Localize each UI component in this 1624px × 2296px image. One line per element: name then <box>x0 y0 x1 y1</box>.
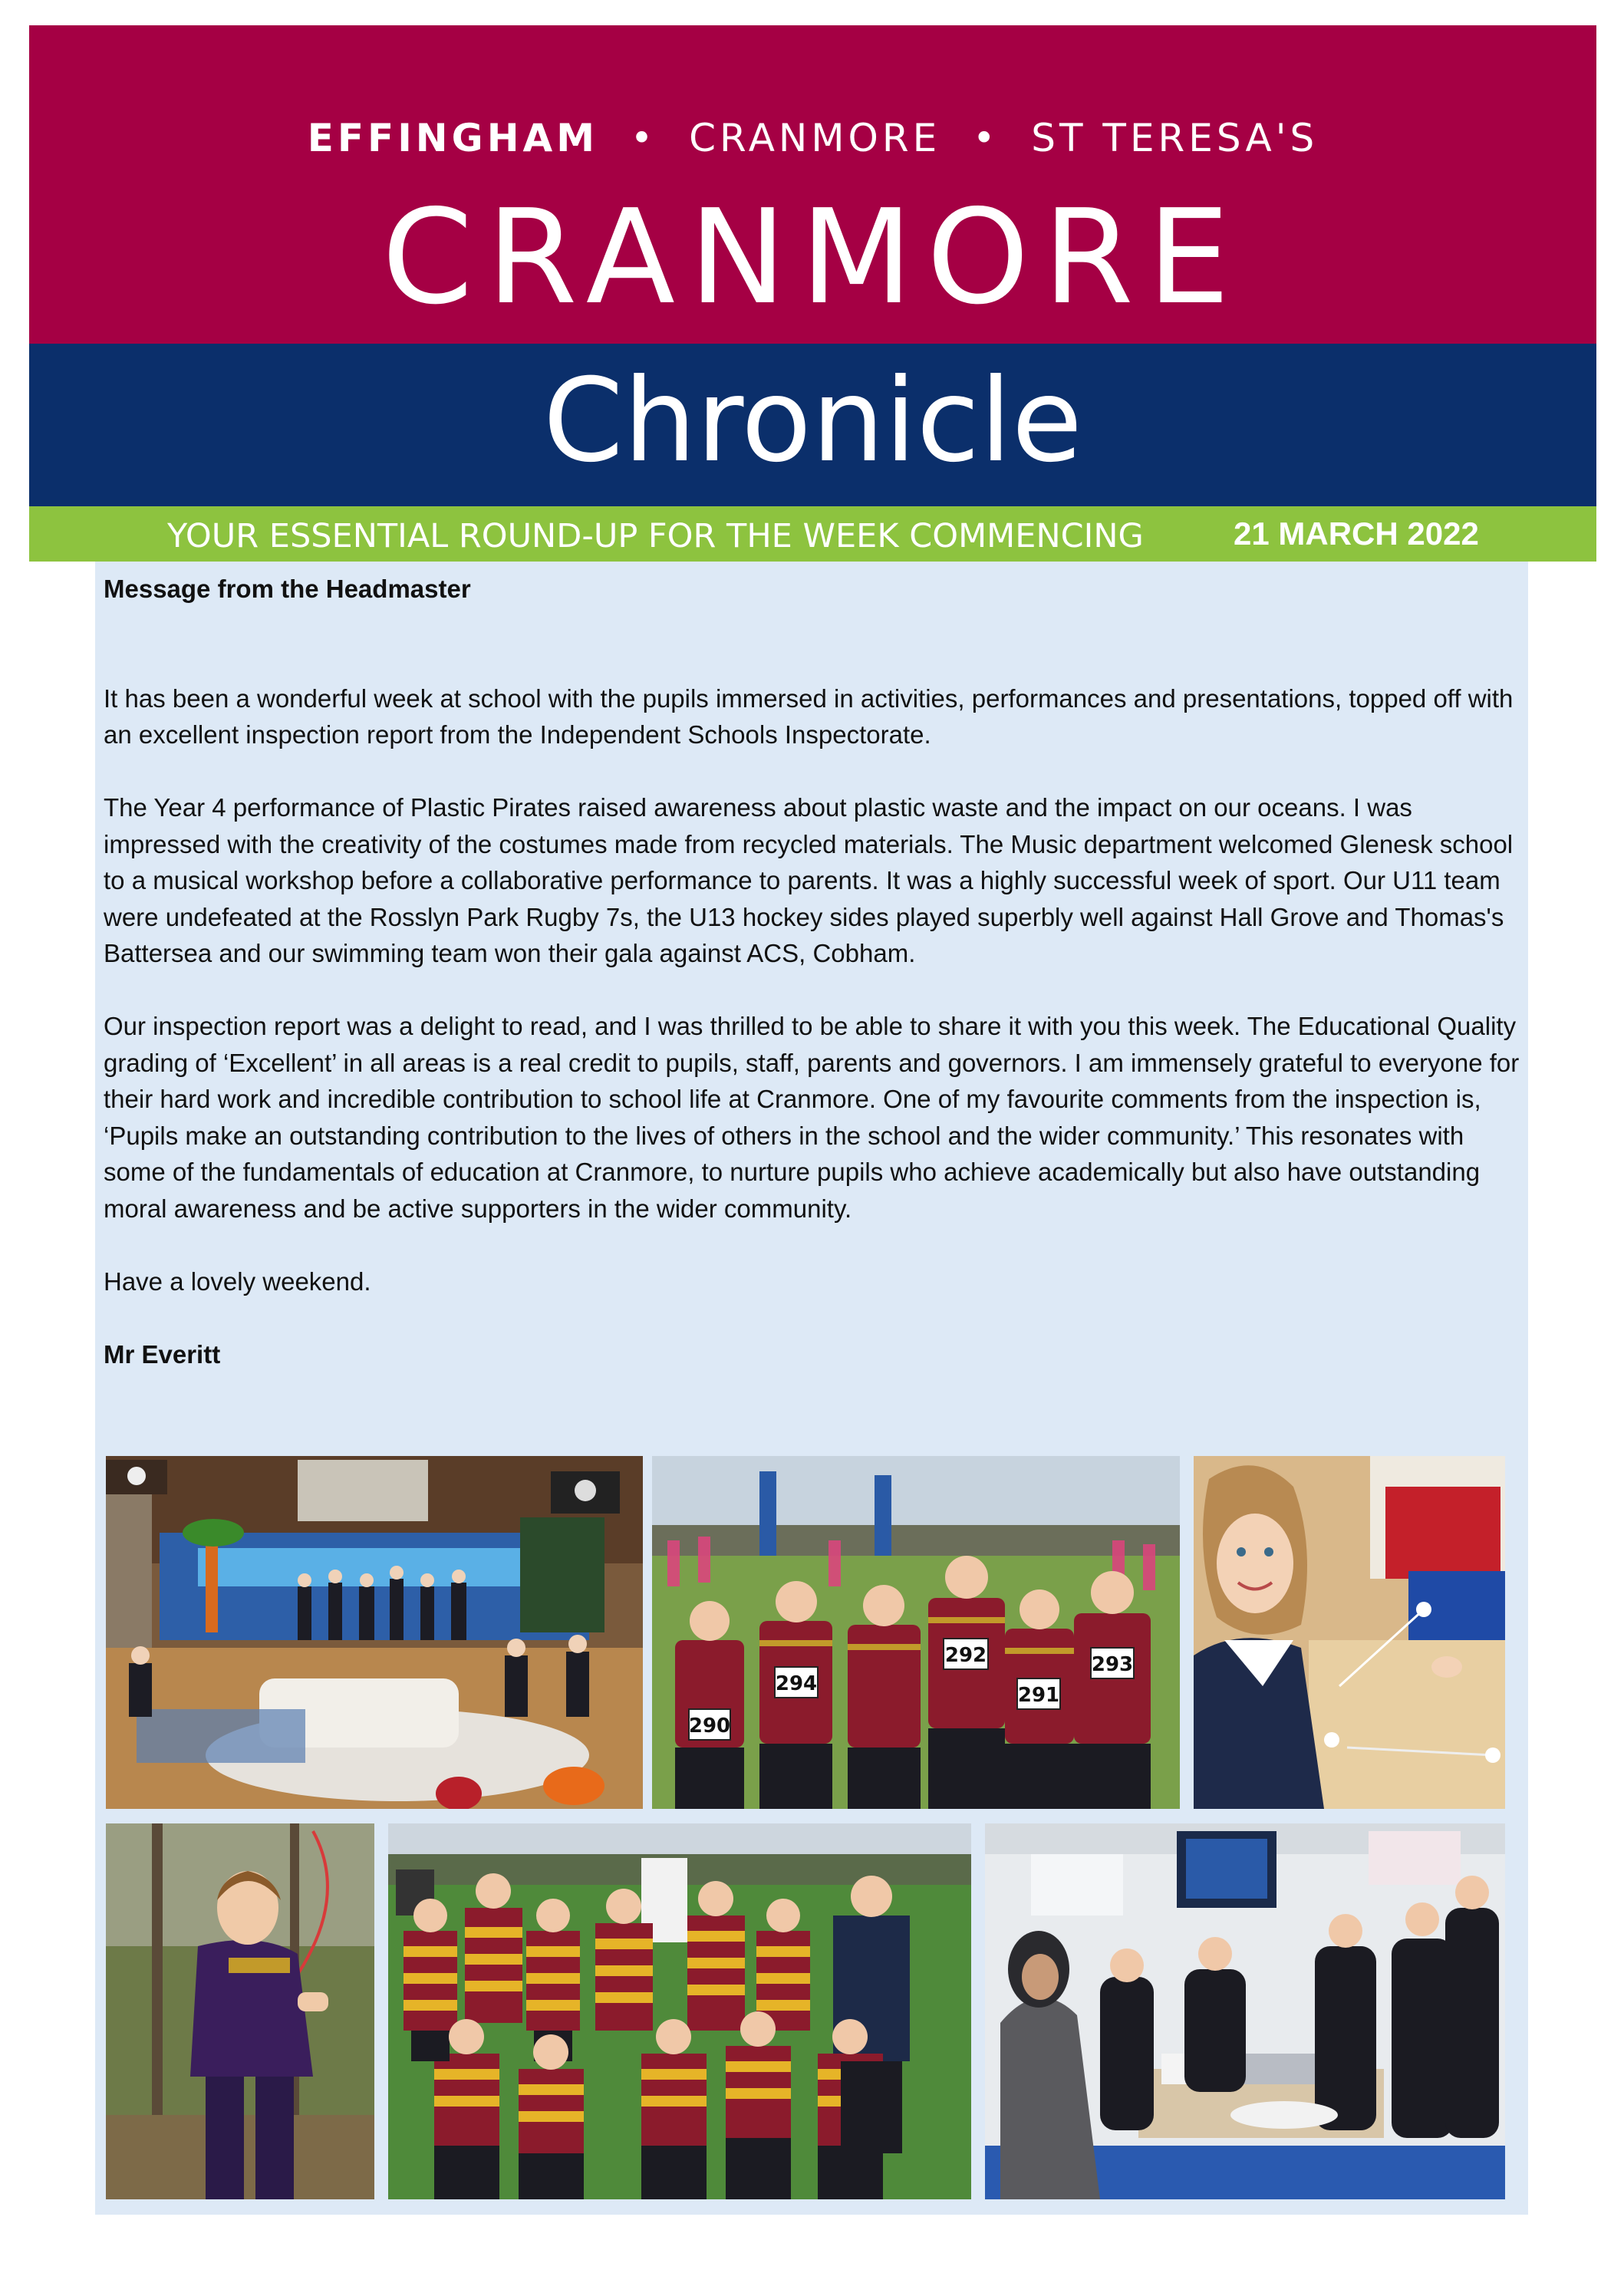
masthead <box>29 25 1596 562</box>
tagline: YOUR ESSENTIAL ROUND-UP FOR THE WEEK COMMENCING <box>167 517 1144 555</box>
signoff: Mr Everitt <box>104 1339 221 1369</box>
masthead-red-band <box>29 25 1596 344</box>
photo-cross-country <box>652 1456 1180 1809</box>
separator: • <box>630 116 657 160</box>
brand-title: CRANMORE <box>381 182 1244 334</box>
headmaster-message <box>104 571 1524 1372</box>
photo-outdoor-learning <box>106 1823 374 2199</box>
photo-plastic-pirates <box>106 1456 643 1809</box>
bib-number: 290 <box>688 1715 731 1738</box>
schools-line <box>29 116 1596 160</box>
publication-title: Chronicle <box>542 354 1083 488</box>
bib-number: 293 <box>1091 1653 1134 1676</box>
content-panel <box>95 562 1528 2215</box>
school-effingham: EFFINGHAM <box>307 116 598 160</box>
issue-date: 21 MARCH 2022 <box>1234 516 1479 552</box>
article-paragraph: It has been a wonderful week at school with the pupils immersed in activities, performances and presentations, topped off with an excellent inspection report from the Independent Schools Inspectorate. <box>104 684 1514 749</box>
school-st-teresas: ST TERESA'S <box>1031 116 1319 160</box>
bib-number: 291 <box>1017 1684 1060 1707</box>
photo-medical-workshop <box>985 1823 1505 2199</box>
article-paragraph: The Year 4 performance of Plastic Pirates raised awareness about plastic waste and the impact on our oceans. I was impressed with the creativity of the costumes made from recycled materials. The Music department welcomed Glenesk school to a musical workshop before a collaborative performance to parents. It was a highly successful week of sport. Our U11 team were undefeated at the Rosslyn Park Rugby 7s, the U13 hockey sides played superbly well against Hall Grove and Thomas's Battersea and our swimming team won their gala against ACS, Cobham. <box>104 793 1514 967</box>
bib-number: 292 <box>944 1644 987 1667</box>
photo-science-activity <box>1194 1456 1505 1809</box>
article-paragraph: Our inspection report was a delight to read, and I was thrilled to be able to share it with you this week. The Educational Quality grading of ‘Excellent’ in all areas is a real credit to pupils, staff, parents and governors. I am immensely grateful to everyone for their hard work and incredible contribution to school life at Cranmore. One of my favourite comments from the inspection is, ‘Pupils make an outstanding contribution to the lives of others in the school and the wider community.’ This resonates with some of the fundamentals of education at Cranmore, to nurture pupils who achieve academically but also have outstanding moral awareness and be active supporters in the wider community. <box>104 1012 1520 1223</box>
bib-number: 294 <box>775 1672 818 1695</box>
school-cranmore: CRANMORE <box>689 116 941 160</box>
article-heading: Message from the Headmaster <box>104 575 471 603</box>
photo-rugby-team <box>388 1823 971 2199</box>
article-paragraph: Have a lovely weekend. <box>104 1267 371 1296</box>
masthead-blue-band <box>29 344 1596 506</box>
separator: • <box>972 116 1000 160</box>
masthead-green-band <box>29 506 1596 562</box>
